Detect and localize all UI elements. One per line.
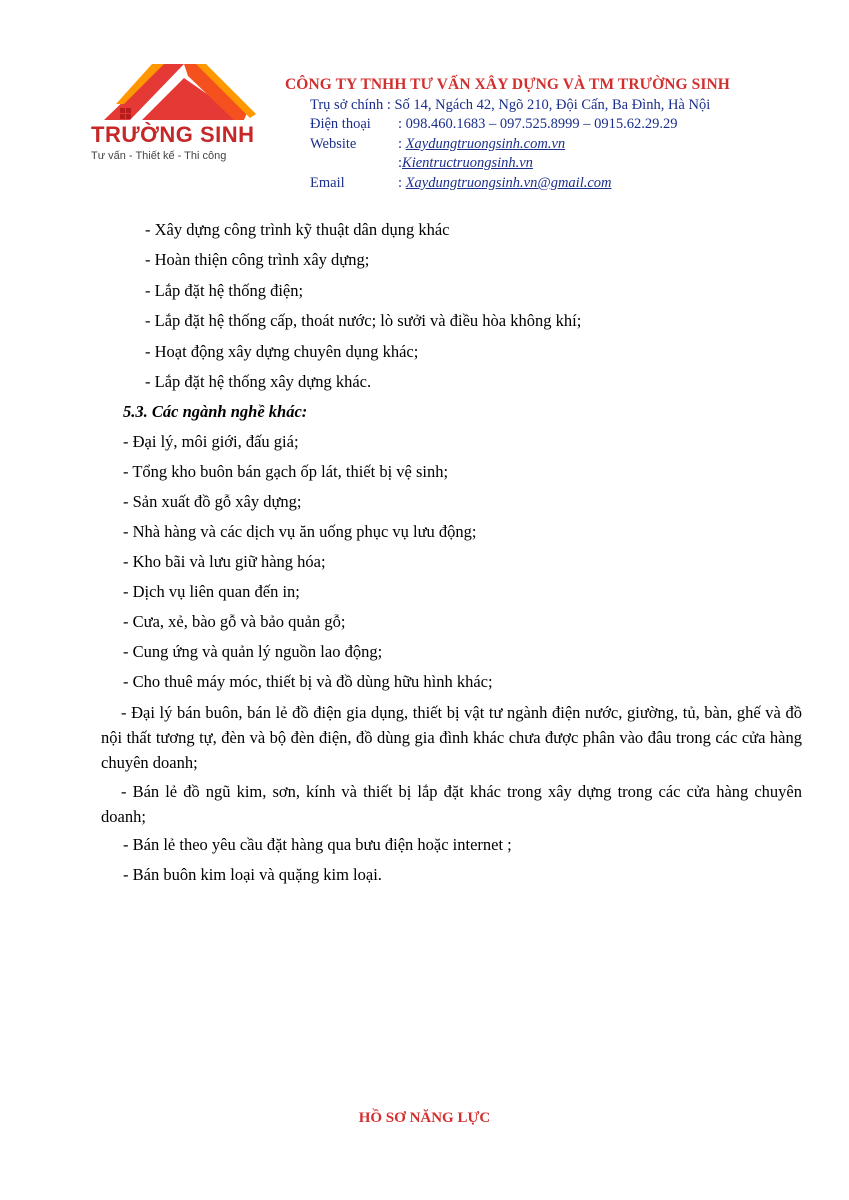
phone-value: : 098.460.1683 – 097.525.8999 – 0915.62.29.29: [398, 116, 678, 132]
list-item: - Bán buôn kim loại và quặng kim loại.: [123, 865, 382, 884]
list-item: - Lắp đặt hệ thống xây dựng khác.: [145, 372, 372, 391]
list-item: - Cho thuê máy móc, thiết bị và đồ dùng hữu hình khác;: [123, 672, 493, 691]
email-sep: :: [398, 175, 403, 191]
list-item: - Cưa, xẻ, bào gỗ và bảo quản gỗ;: [123, 612, 346, 631]
logo-tagline: Tư vấn - Thiết kế - Thi công: [91, 150, 227, 162]
email-line: [310, 175, 612, 192]
list-item: - Bán lẻ theo yêu cầu đặt hàng qua bưu điện hoặc internet ;: [123, 835, 512, 854]
list-item: - Hoạt động xây dựng chuyên dụng khác;: [145, 342, 419, 361]
list-item: - Xây dựng công trình kỹ thuật dân dụng khác: [145, 220, 450, 239]
list-item: - Kho bãi và lưu giữ hàng hóa;: [123, 552, 326, 571]
address-line: Trụ sở chính : Số 14, Ngách 42, Ngõ 210, Đội Cấn, Ba Đình, Hà Nội: [310, 97, 711, 113]
section-heading: 5.3. Các ngành nghề khác:: [123, 402, 308, 421]
list-item: - Tổng kho buôn bán gạch ốp lát, thiết bị vệ sinh;: [123, 462, 449, 481]
company-name: CÔNG TY TNHH TƯ VẤN XÂY DỰNG VÀ TM TRƯỜNG SINH: [285, 76, 730, 93]
website-link-1[interactable]: Xaydungtruongsinh.com.vn: [405, 136, 566, 152]
paragraph: - Bán lẻ đồ ngũ kim, sơn, kính và thiết bị lắp đặt khác trong xây dựng trong các cửa hàng chuyên doanh;: [101, 782, 802, 826]
list-item: - Dịch vụ liên quan đến in;: [123, 582, 300, 601]
list-item: - Đại lý, môi giới, đấu giá;: [123, 432, 299, 451]
website-sep: :: [398, 136, 403, 152]
phone-label: Điện thoại: [310, 116, 371, 132]
list-item: - Cung ứng và quản lý nguồn lao động;: [123, 642, 383, 661]
phone-line: [310, 116, 678, 133]
list-item: - Nhà hàng và các dịch vụ ăn uống phục vụ lưu động;: [123, 522, 477, 541]
email-label: Email: [310, 175, 345, 191]
website-line: [310, 136, 565, 153]
website-link-2[interactable]: Kientructruongsinh.vn: [402, 155, 533, 171]
list-item: - Hoàn thiện công trình xây dựng;: [145, 250, 370, 269]
website-2-sep: :: [398, 155, 403, 171]
list-item: - Lắp đặt hệ thống cấp, thoát nước; lò sưởi và điều hòa không khí;: [145, 311, 582, 330]
list-item: - Lắp đặt hệ thống điện;: [145, 281, 304, 300]
email-link[interactable]: Xaydungtruongsinh.vn@gmail.com: [405, 175, 612, 191]
website-line-2: [398, 155, 533, 172]
website-label: Website: [310, 136, 357, 152]
logo-name: TRƯỜNG SINH: [91, 122, 255, 147]
list-item: - Sản xuất đồ gỗ xây dựng;: [123, 492, 302, 511]
paragraph: - Đại lý bán buôn, bán lẻ đồ điện gia dụng, thiết bị vật tư ngành điện nước, giường, tủ, bàn, ghế và đồ nội thất tương tự, đèn và bộ đèn điện, đồ dùng gia đình khác chưa được phân vào đâu trong các cửa hàng chuyên doanh;: [101, 703, 802, 772]
footer-title: HỒ SƠ NĂNG LỰC: [358, 1110, 491, 1126]
